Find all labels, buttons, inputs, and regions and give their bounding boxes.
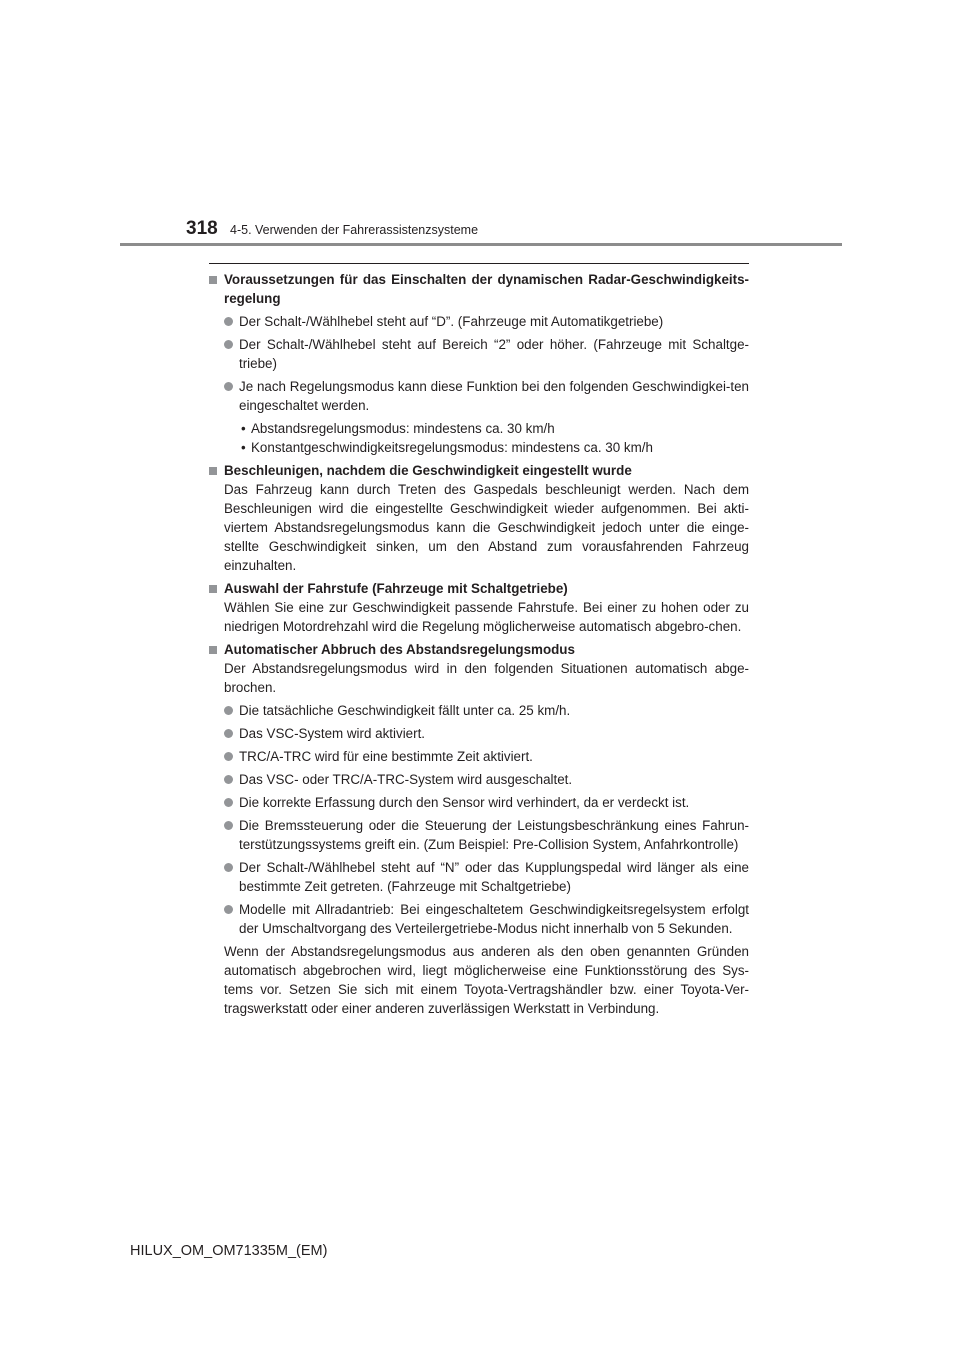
sub-list-item <box>209 419 749 438</box>
section-heading <box>209 579 749 598</box>
paragraph: Wählen Sie eine zur Geschwindigkeit passende Fahrstufe. Bei einer zu hohen oder zu niedrigen Motordrehzahl wird die Regelung möglicherweise automatisch abgebro-chen. <box>224 600 749 634</box>
list-item <box>209 724 749 743</box>
list-item-text: Das VSC-System wird aktiviert. <box>239 726 426 741</box>
circle-bullet-icon <box>224 752 233 761</box>
small-dot-icon: • <box>241 421 246 436</box>
circle-bullet-icon <box>224 317 233 326</box>
circle-bullet-icon <box>224 798 233 807</box>
list-item-text: Das VSC- oder TRC/A-TRC-System wird ausgeschaltet. <box>239 772 573 787</box>
document-code: HILUX_OM_OM71335M_(EM) <box>130 1243 328 1259</box>
list-item <box>209 816 749 854</box>
header-divider <box>120 243 842 246</box>
list-item <box>209 312 749 331</box>
list-item <box>209 701 749 720</box>
content-divider <box>209 263 749 264</box>
square-bullet-icon <box>209 646 217 654</box>
circle-bullet-icon <box>224 340 233 349</box>
paragraph: Der Abstandsregelungsmodus wird in den folgenden Situationen automatisch abge-brochen. <box>224 661 749 695</box>
list-item-text: Die korrekte Erfassung durch den Sensor wird verhindert, da er verdeckt ist. <box>239 795 690 810</box>
paragraph: Das Fahrzeug kann durch Treten des Gaspedals beschleunigt werden. Nach dem Beschleunigen wird die eingestellte Geschwindigkeit wieder aufgenommen. Bei akti-viertem Abstandsregelungsmodus kann die Geschwindigkeit jedoch unter die einge-stellte Geschwindigkeit sinken, um den Abstand zum vorausfahrenden Fahrzeug einzuhalten. <box>224 482 749 573</box>
section-heading <box>209 461 749 480</box>
list-item <box>209 747 749 766</box>
list-item <box>209 377 749 415</box>
circle-bullet-icon <box>224 905 233 914</box>
list-item <box>209 858 749 896</box>
square-bullet-icon <box>209 467 217 475</box>
small-dot-icon: • <box>241 440 246 455</box>
list-item-text: TRC/A-TRC wird für eine bestimmte Zeit aktiviert. <box>239 749 533 764</box>
list-item-text: Die tatsächliche Geschwindigkeit fällt unter ca. 25 km/h. <box>239 703 571 718</box>
list-item <box>209 793 749 812</box>
circle-bullet-icon <box>224 382 233 391</box>
content-area <box>209 266 749 1018</box>
sub-list-item <box>209 438 749 457</box>
list-item-text: Je nach Regelungsmodus kann diese Funktion bei den folgenden Geschwindigkei-ten eingeschaltet werden. <box>239 379 749 413</box>
heading-text: Automatischer Abbruch des Abstandsregelungsmodus <box>224 642 575 657</box>
square-bullet-icon <box>209 585 217 593</box>
section-title: 4-5. Verwenden der Fahrerassistenzsysteme <box>230 223 479 237</box>
list-item-text: Der Schalt-/Wählhebel steht auf “N” oder das Kupplungspedal wird länger als eine bestimmte Zeit getreten. (Fahrzeuge mit Schaltgetriebe) <box>239 860 749 894</box>
list-item <box>209 770 749 789</box>
list-item <box>209 900 749 938</box>
heading-text: Voraussetzungen für das Einschalten der dynamischen Radar-Geschwindigkeits-regelung <box>224 272 749 306</box>
circle-bullet-icon <box>224 775 233 784</box>
section-heading <box>209 640 749 659</box>
section-heading <box>209 270 749 308</box>
sub-list-item-text: Abstandsregelungsmodus: mindestens ca. 30 km/h <box>251 421 555 436</box>
list-item <box>209 335 749 373</box>
list-item-text: Der Schalt-/Wählhebel steht auf “D”. (Fahrzeuge mit Automatikgetriebe) <box>239 314 664 329</box>
circle-bullet-icon <box>224 706 233 715</box>
heading-text: Auswahl der Fahrstufe (Fahrzeuge mit Schaltgetriebe) <box>224 581 568 596</box>
circle-bullet-icon <box>224 863 233 872</box>
circle-bullet-icon <box>224 821 233 830</box>
list-item-text: Modelle mit Allradantrieb: Bei eingeschaltetem Geschwindigkeitsregelsystem erfolgt der Umschaltvorgang des Verteilergetriebe-Modus nicht innerhalb von 5 Sekunden. <box>239 902 749 936</box>
closing-paragraph: Wenn der Abstandsregelungsmodus aus anderen als den oben genannten Gründen automatisch abgebrochen wird, liegt möglicherweise eine Funktionsstörung des Sys-tems vor. Setzen Sie sich mit einem Toyota-Vertragshändler bzw. einer Toyota-Ver-tragswerkstatt oder einer anderen zuverlässigen Werkstatt in Verbindung. <box>224 944 749 1016</box>
square-bullet-icon <box>209 276 217 284</box>
heading-text: Beschleunigen, nachdem die Geschwindigkeit eingestellt wurde <box>224 463 632 478</box>
page-number: 318 <box>186 218 218 239</box>
list-item-text: Der Schalt-/Wählhebel steht auf Bereich “2” oder höher. (Fahrzeuge mit Schaltge-triebe) <box>239 337 749 371</box>
circle-bullet-icon <box>224 729 233 738</box>
sub-list-item-text: Konstantgeschwindigkeitsregelungsmodus: mindestens ca. 30 km/h <box>251 440 653 455</box>
list-item-text: Die Bremssteuerung oder die Steuerung der Leistungsbeschränkung eines Fahrun-terstützungssystems greift ein. (Zum Beispiel: Pre-Collision System, Anfahrkontrolle) <box>239 818 749 852</box>
